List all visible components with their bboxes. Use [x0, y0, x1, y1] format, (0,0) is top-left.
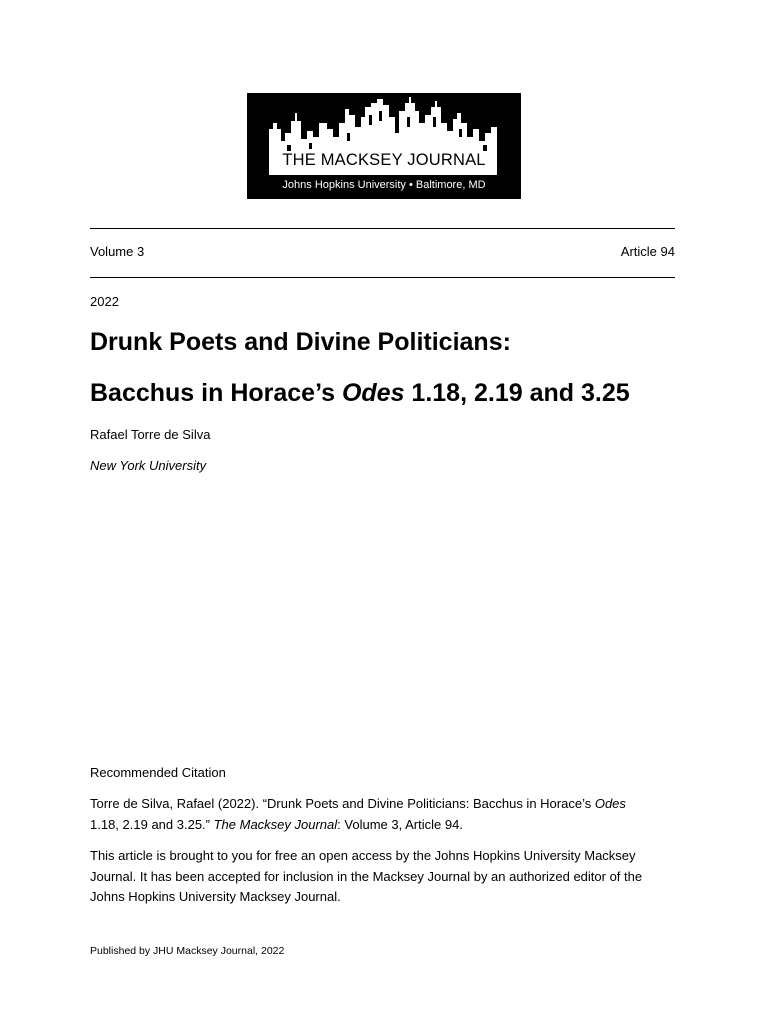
journal-logo [247, 93, 521, 199]
access-note-line-3: Johns Hopkins University Macksey Journal. [90, 889, 341, 904]
access-note-line-1: This article is brought to you for free an open access by the Johns Hopkins University Macksey [90, 848, 636, 863]
access-note [90, 846, 680, 908]
article-label: Article 94 [620, 244, 675, 259]
citation-part-2: 1.18, 2.19 and 3.25.” [90, 816, 214, 832]
citation-part-3: : Volume 3, Article 94. [337, 816, 463, 832]
volume-label: Volume 3 [90, 244, 145, 259]
author-affiliation: New York University [90, 458, 207, 473]
citation-journal-name: The Macksey Journal [213, 816, 338, 832]
journal-name: THE MACKSEY JOURNAL [282, 151, 486, 169]
citation-text [90, 794, 680, 835]
title-text: Bacchus in Horace’s [90, 379, 342, 407]
publication-year: 2022 [90, 294, 119, 309]
access-note-line-2: Journal. It has been accepted for inclusion in the Macksey Journal by an authorized editor of the [90, 868, 643, 884]
author-name: Rafael Torre de Silva [90, 427, 211, 442]
publisher-footer: Published by JHU Macksey Journal, 2022 [90, 945, 285, 957]
journal-location: Johns Hopkins University • Baltimore, MD [282, 179, 486, 191]
title-italic-work: Odes [341, 379, 405, 407]
bottom-divider [90, 277, 675, 278]
title-text-rest: 1.18, 2.19 and 3.25 [404, 379, 630, 407]
citation-italic-odes: Odes [594, 796, 626, 811]
top-divider [90, 228, 675, 229]
article-title-line-2 [90, 378, 630, 408]
citation-heading: Recommended Citation [90, 765, 226, 780]
citation-part-1: Torre de Silva, Rafael (2022). “Drunk Poets and Divine Politicians: Bacchus in Horace’s [90, 796, 595, 811]
article-title-line-1: Drunk Poets and Divine Politicians: [90, 328, 511, 356]
